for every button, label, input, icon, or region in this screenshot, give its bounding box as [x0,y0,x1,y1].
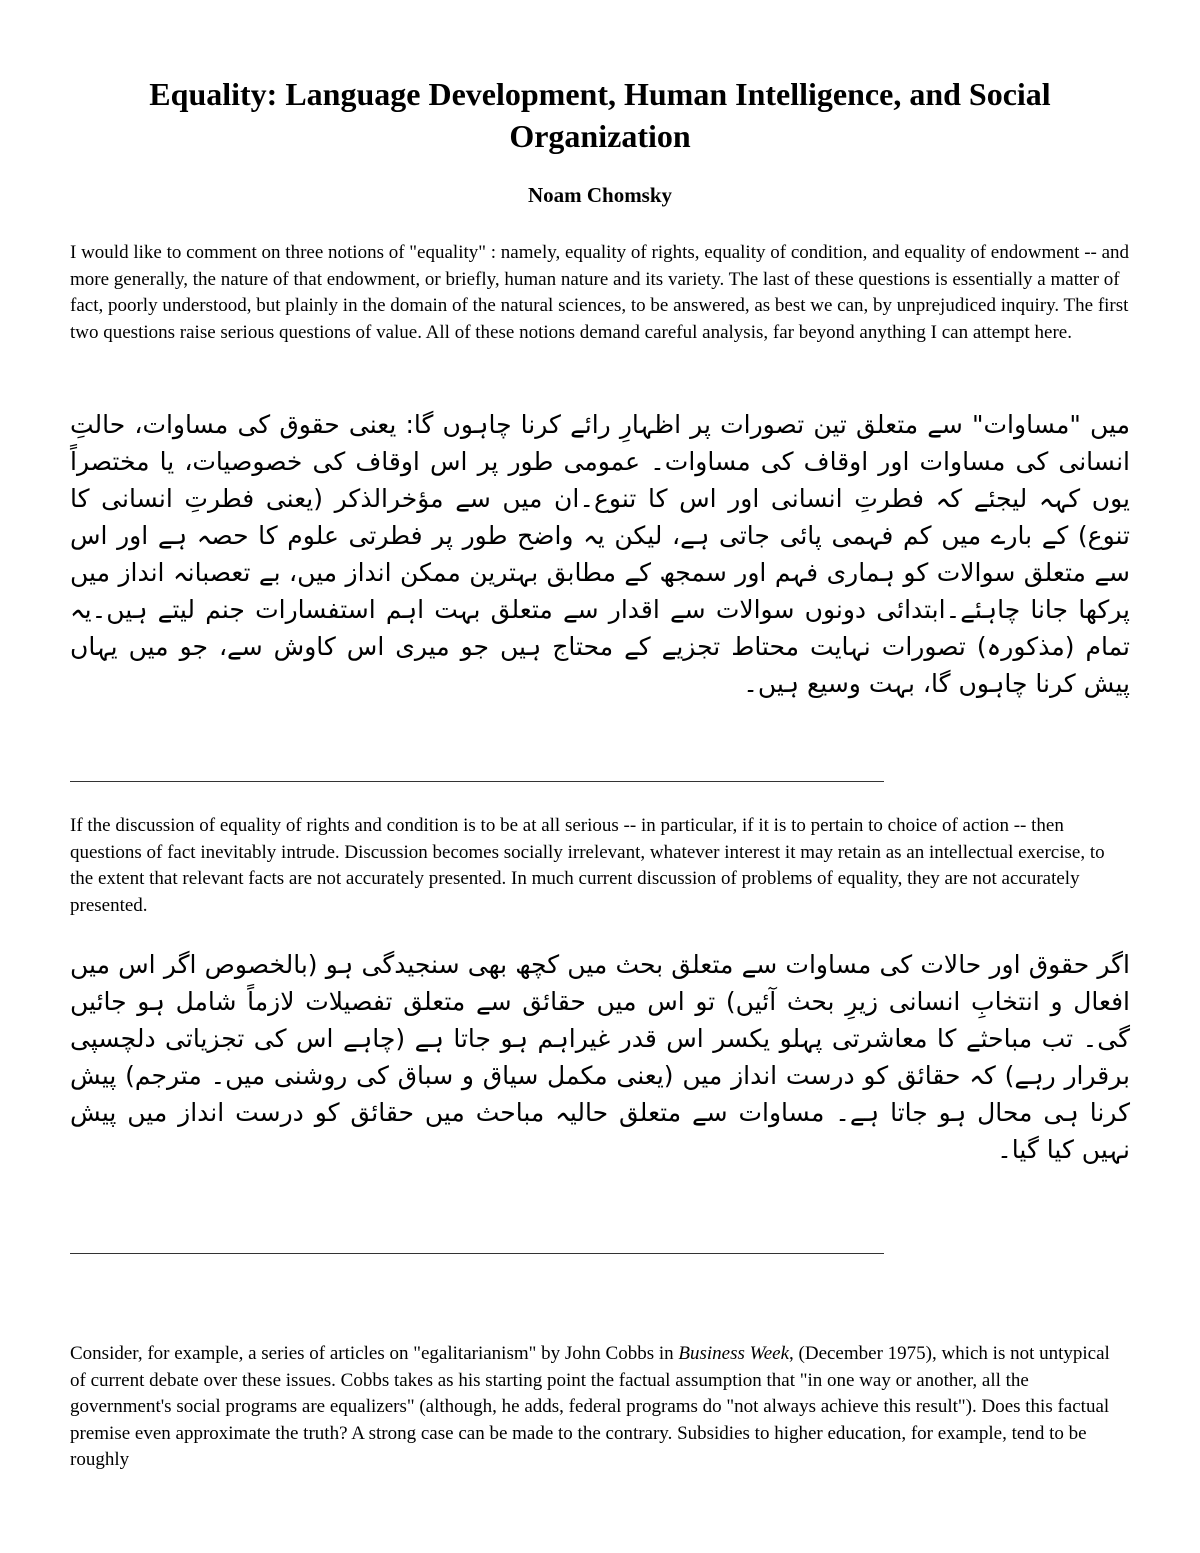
paragraph-2-urdu: اگر حقوق اور حالات کی مساوات سے متعلق بحث میں کچھ بھی سنجیدگی ہو (بالخصوص اگر اس میں افعال و انتخابِ انسانی زیرِ بحث آئیں) تو اس میں حقائق سے متعلق تفصیلات لازماً شامل ہو جائیں گی۔ تب مباحثے کا معاشرتی پہلو یکسر اس قدر غیراہم ہو جاتا ہے (چاہے اس کی تجزیاتی دلچسپی برقرار رہے) کہ حقائق کو درست انداز میں (یعنی مکمل سیاق و سباق کی روشنی میں۔ مترجم) پیش کرنا ہی محال ہو جاتا ہے۔ مساوات سے متعلق حالیہ مباحث میں حقائق کو درست انداز میں پیش نہیں کیا گیا۔ [70,950,1130,1164]
author-name: Noam Chomsky [527,183,673,207]
document-title: Equality: Language Development, Human Intelligence, and Social Organization [149,76,1051,154]
paragraph-3-text-a: Consider, for example, a series of articles on "egalitarianism" by John Cobbs in [70,1343,679,1364]
section-divider-1 [70,781,884,782]
paragraph-3-text-b: , (December 1975), which is not untypical of current debate over these issues. Cobbs takes as his starting point the factual assumption that "in one way or another, all the government's social programs are equalizers" (although, he adds, federal programs do "not always achieve this result"). Does this factual premise even approximate the truth? A strong case can be made to the contrary. Subsidies to higher education, for example, tend to be roughly [70,1343,1110,1470]
paragraph-2-english: If the discussion of equality of rights and condition is to be at all serious -- in particular, if it is to pertain to choice of action -- then questions of fact inevitably intrude. Discussion becomes socially irrelevant, whatever interest it may retain as an intellectual exercise, to the extent that relevant facts are not accurately presented. In much current discussion of problems of equality, they are not accurately presented. [70,815,1105,916]
section-divider-2 [70,1253,884,1254]
paragraph-3-english [70,1341,1130,1474]
publication-name: Business Week [678,1343,790,1364]
paragraph-1-urdu: میں "مساوات" سے متعلق تین تصورات پر اظہارِ رائے کرنا چاہوں گا: یعنی حقوق کی مساوات، حالتِ انسانی کی مساوات اور اوقاف کی مساوات۔ عمومی طور پر اس اوقاف کی خصوصیات، یا مختصراً یوں کہہ لیجئے کہ فطرتِ انسانی اور اس کا تنوع۔ان میں سے مؤخرالذکر (یعنی فطرتِ انسانی کا تنوع) کے بارے میں کم فہمی پائی جاتی ہے، لیکن یہ واضح طور پر فطرتی علوم کا حصہ ہے اور اس سے متعلق سوالات کو ہماری فہم اور سمجھ کے مطابق بہترین ممکن انداز میں، بے تعصبانہ انداز میں پرکھا جانا چاہئے۔ابتدائی دونوں سوالات سے اقدار سے متعلق بہت اہم استفسارات جنم لیتے ہیں۔یہ تمام (مذکورہ) تصورات نہایت محتاط تجزیے کے محتاج ہیں جو میری اس کاوش سے، جو میں یہاں پیش کرنا چاہوں گا، بہت وسیع ہیں۔ [70,410,1130,698]
paragraph-1-english: I would like to comment on three notions of "equality" : namely, equality of rights, equality of condition, and equality of endowment -- and more generally, the nature of that endowment, or briefly, human nature and its variety. The last of these questions is essentially a matter of fact, poorly understood, but plainly in the domain of the natural sciences, to be answered, as best we can, by unprejudiced inquiry. The first two questions raise serious questions of value. All of these notions demand careful analysis, far beyond anything I can attempt here. [70,242,1130,343]
